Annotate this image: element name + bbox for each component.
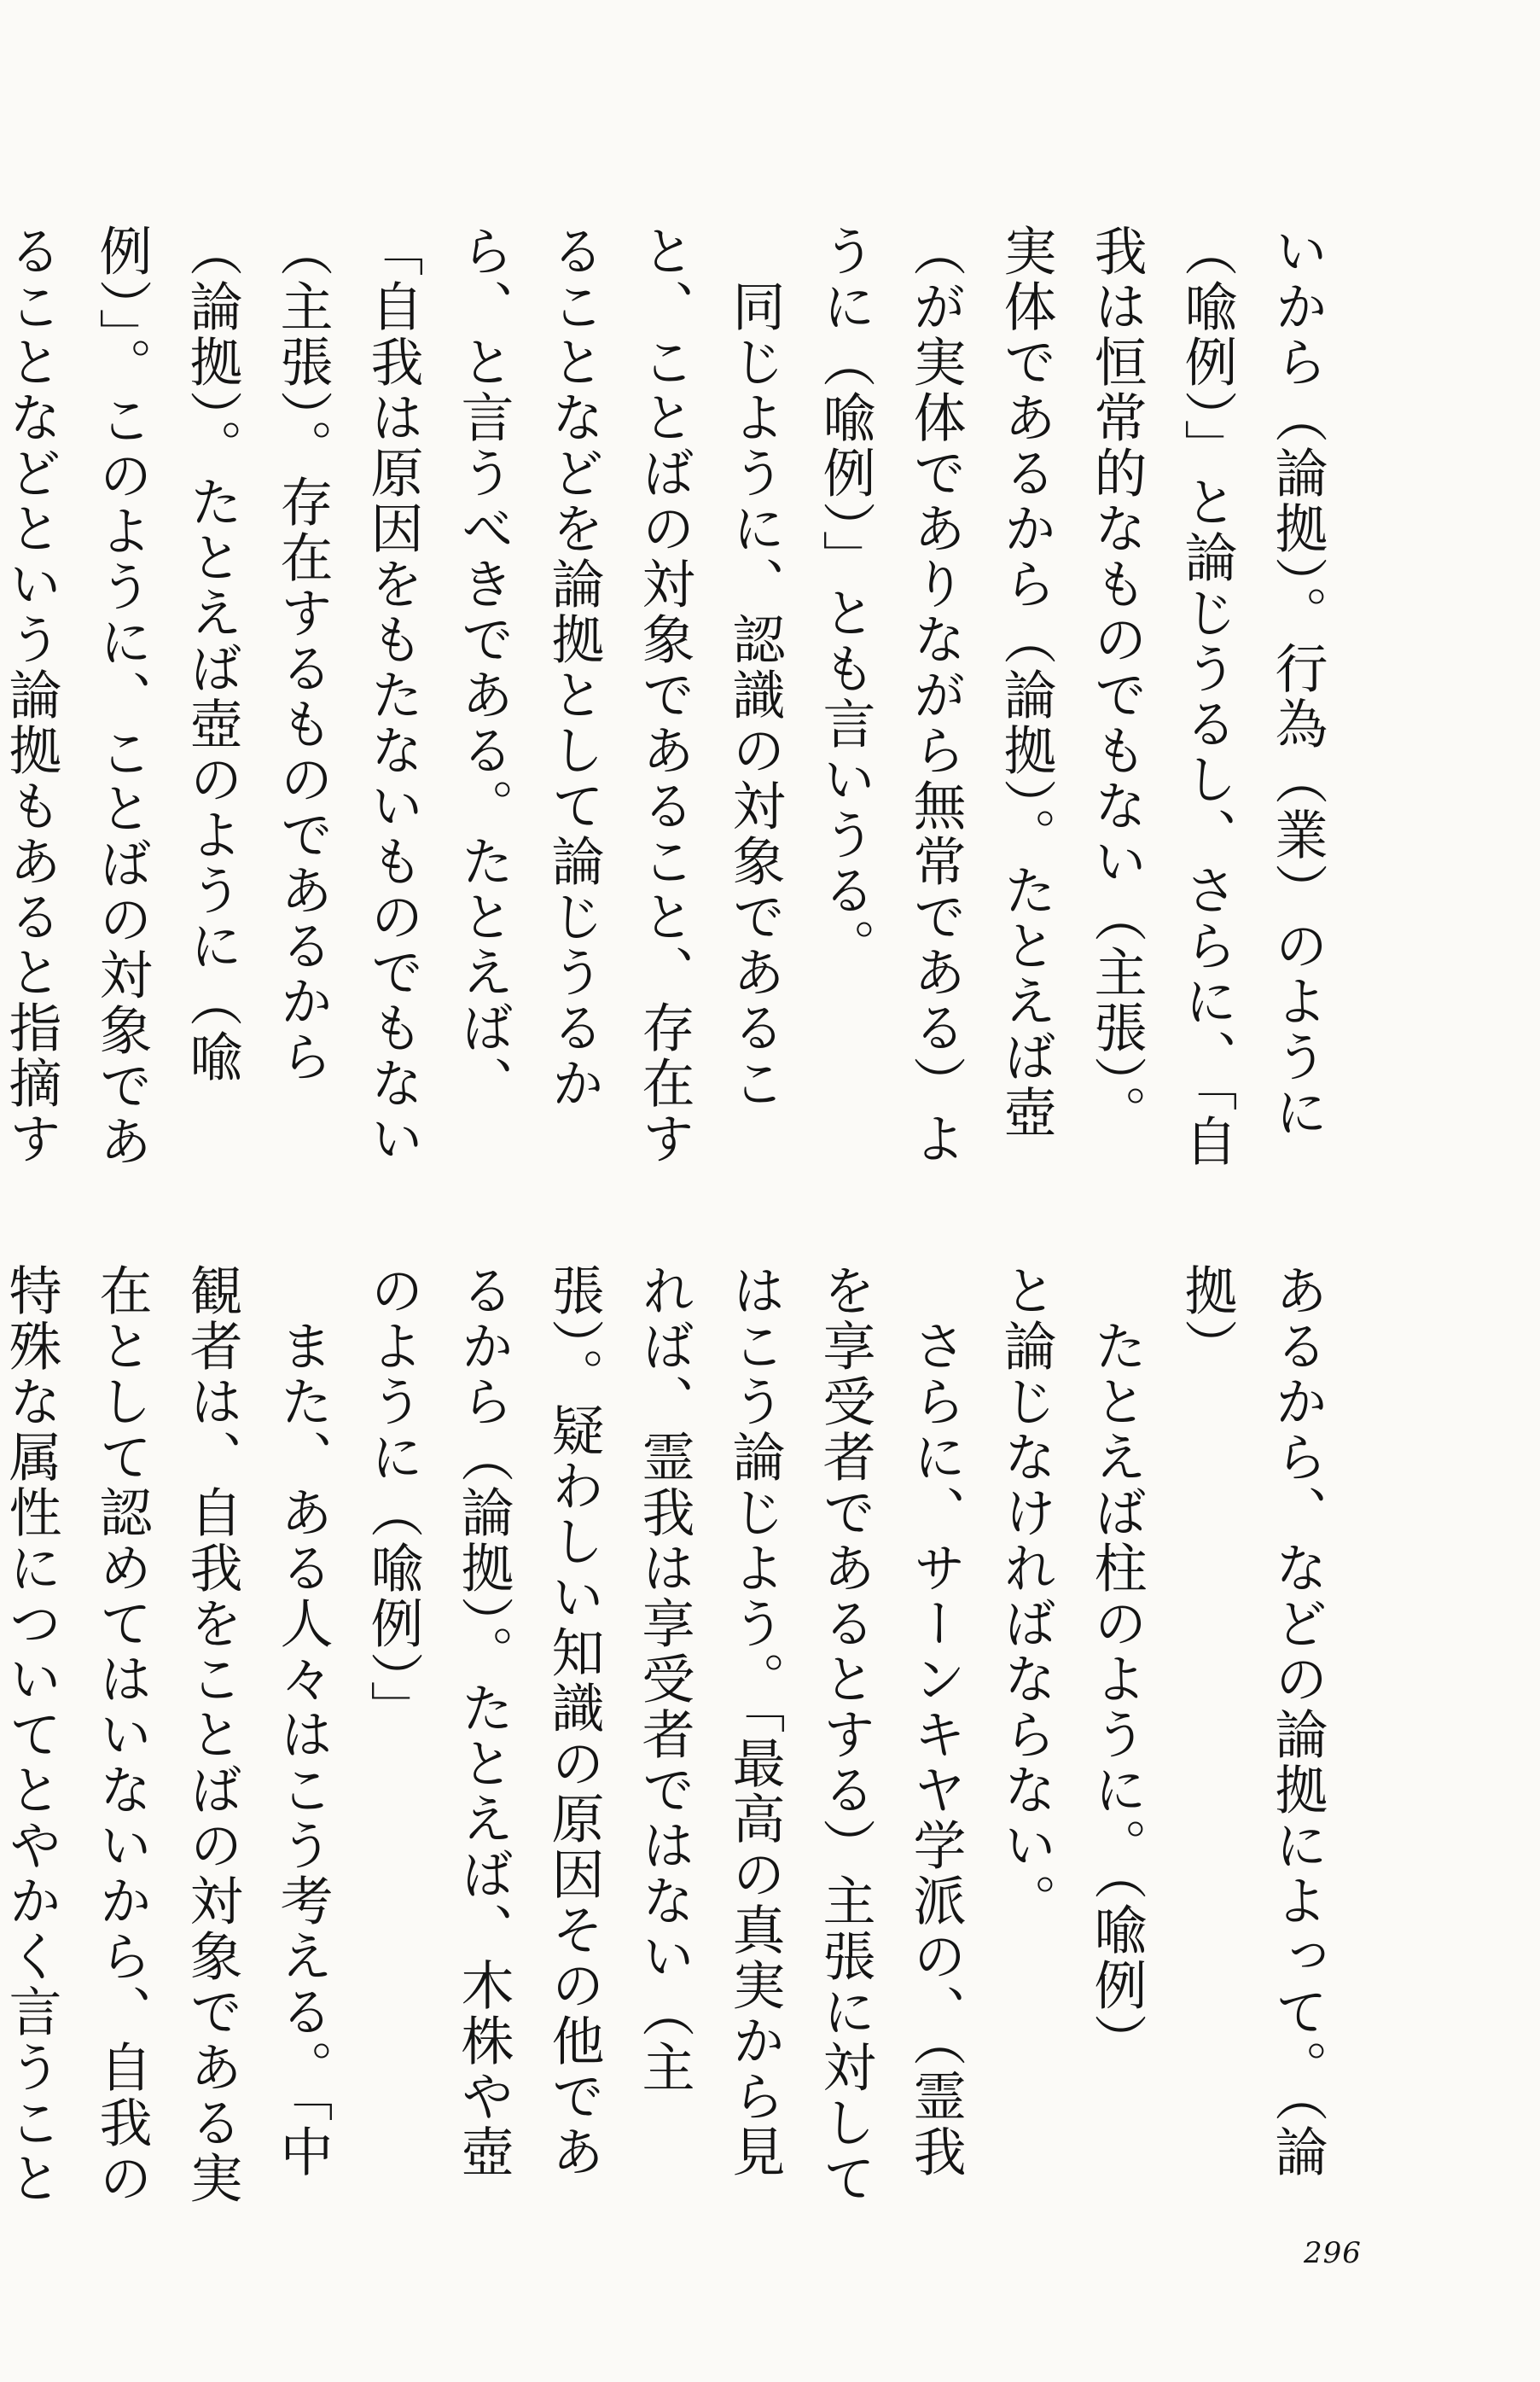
- paragraph: また、ある人々はこう考える。「中観者は、自我をことばの対象である実在として認めてはいないから、自我の特殊な属性についてとやかく言うこと: [0, 1263, 334, 2206]
- paragraph: さらに、サーンキヤ学派の、（霊我を享受者であるとする）主張に対してはこう論じよう。「最高の真実から見れば、霊我は享受者ではない（主張）。疑わしい知識の原因その他であるから（論拠）。たとえば、木株や壺のように（喩例）」: [362, 1263, 967, 2206]
- paragraph: あるから、などの論拠によって。（論拠）: [1176, 1263, 1328, 2180]
- upper-text-block: [0, 224, 1342, 1188]
- lower-text-block: [0, 1263, 1342, 2228]
- paragraph: たとえば柱のように。（喩例）: [1085, 1263, 1148, 2069]
- paragraph: と論じなければならない。: [995, 1263, 1057, 1929]
- paragraph: 同じように、認識の対象であること、ことばの対象であること、存在することなどを論拠として論じうるから、と言うべきである。たとえば、「自我は原因をもたないものでもない（主張）。存在するものであるから（論拠）。たとえば壺のように（喩例）」。このように、ことばの対象であることなどという論拠もあると指摘す: [0, 224, 786, 1169]
- paragraph: いから（論拠）。行為（業）のように（喩例）」と論じうるし、さらに、「自我は恒常的なものでもない（主張）。実体であるから（論拠）。たとえば壺（が実体でありながら無常である）ように（喩例）」とも言いうる。: [814, 224, 1328, 1169]
- page-number: 296: [1304, 2236, 1362, 2270]
